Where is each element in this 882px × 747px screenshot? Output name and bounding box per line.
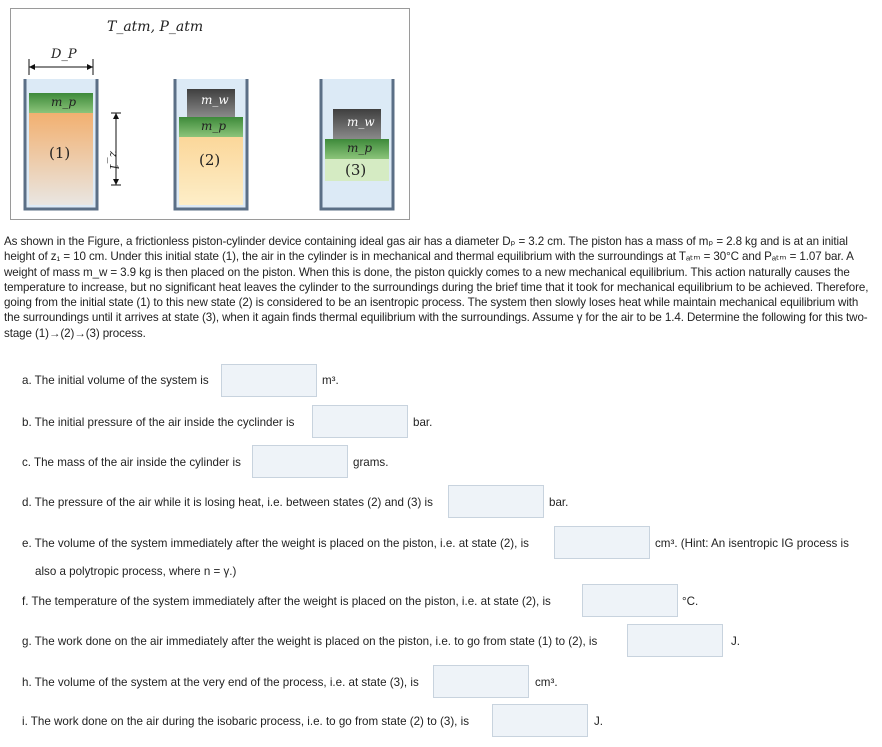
figure-drawing [11,9,409,219]
answer-e-input[interactable] [554,526,650,559]
question-d-unit: bar. [549,496,569,509]
weight-label-2: m_w [201,93,229,107]
question-e-unit: cm³. (Hint: An isentropic IG process is [655,537,849,550]
question-b-label: b. The initial pressure of the air inside the cyclinder is [22,416,295,429]
piston-label-1: m_p [51,95,77,109]
answer-h-input[interactable] [433,665,529,698]
gas-state-2 [179,137,243,205]
height-label: z_1 [107,151,121,171]
question-f-label: f. The temperature of the system immediately after the weight is placed on the piston, i.e. at state (2), is [22,595,551,608]
question-c-unit: grams. [353,456,389,469]
question-c-label: c. The mass of the air inside the cylinder is [22,456,241,469]
answer-d-input[interactable] [448,485,544,518]
question-e-label: e. The volume of the system immediately after the weight is placed on the piston, i.e. at state (2), is [22,537,529,550]
piston-cylinder-figure [10,8,410,220]
answer-c-input[interactable] [252,445,348,478]
answer-f-input[interactable] [582,584,678,617]
answer-g-input[interactable] [627,624,723,657]
question-b-unit: bar. [413,416,433,429]
question-a-label: a. The initial volume of the system is [22,374,209,387]
answer-b-input[interactable] [312,405,408,438]
piston-label-2: m_p [201,119,227,133]
question-h-label: h. The volume of the system at the very end of the process, i.e. at state (3), is [22,676,419,689]
question-i-unit: J. [594,715,604,728]
question-h-unit: cm³. [535,676,558,689]
question-g-label: g. The work done on the air immediately after the weight is placed on the piston, i.e. to go from state (1) to (2), is [22,635,598,648]
height-dimension [111,113,121,185]
question-d-label: d. The pressure of the air while it is losing heat, i.e. between states (2) and (3) is [22,496,433,509]
question-e-hint-continued: also a polytropic process, where n = γ.) [35,565,237,578]
figure-top-label: T_atm, P_atm [107,19,204,35]
state-3-label: (3) [345,161,367,179]
diameter-label: D_P [51,47,77,62]
answer-i-input[interactable] [492,704,588,737]
answer-a-input[interactable] [221,364,317,397]
problem-statement: As shown in the Figure, a frictionless piston-cylinder device containing ideal gas air has a diameter Dₚ = 3.2 cm. The piston has a mass of mₚ = 2.8 kg and is at an initial height of z₁ = 10 cm. Under this initial state (1), the air in the cylinder is in mechanical and thermal equilibrium with the surroundings at Tₐₜₘ = 30°C and Pₐₜₘ = 1.07 bar. A weight of mass m_w = 3.9 kg is then placed on the piston. When this is done, the piston quickly comes to a new mechanical equilibrium. This action naturally causes the temperature to increase, but no significant heat leaves the cylinder to the surroundings during the brief time that it took for mechanical equilibrium to be achieved. Therefore, going from the initial state (1) to this new state (2) is considered to be an isentropic process. The system then slowly loses heat while maintain mechanical equilibrium with the surroundings until it arrives at state (3), when it again finds thermal equilibrium with the surroundings. Assume γ for the air to be 1.4. Determine the following for this two-stage (1)→(2)→(3) process. [4,235,869,340]
weight-label-3: m_w [347,115,375,129]
question-f-unit: °C. [682,595,699,608]
state-2-label: (2) [199,151,221,169]
question-g-unit: J. [731,635,741,648]
piston-label-3: m_p [347,141,373,155]
question-i-label: i. The work done on the air during the isobaric process, i.e. to go from state (2) to (3), is [22,715,469,728]
question-a-unit: m³. [322,374,339,387]
state-1-label: (1) [49,144,71,162]
